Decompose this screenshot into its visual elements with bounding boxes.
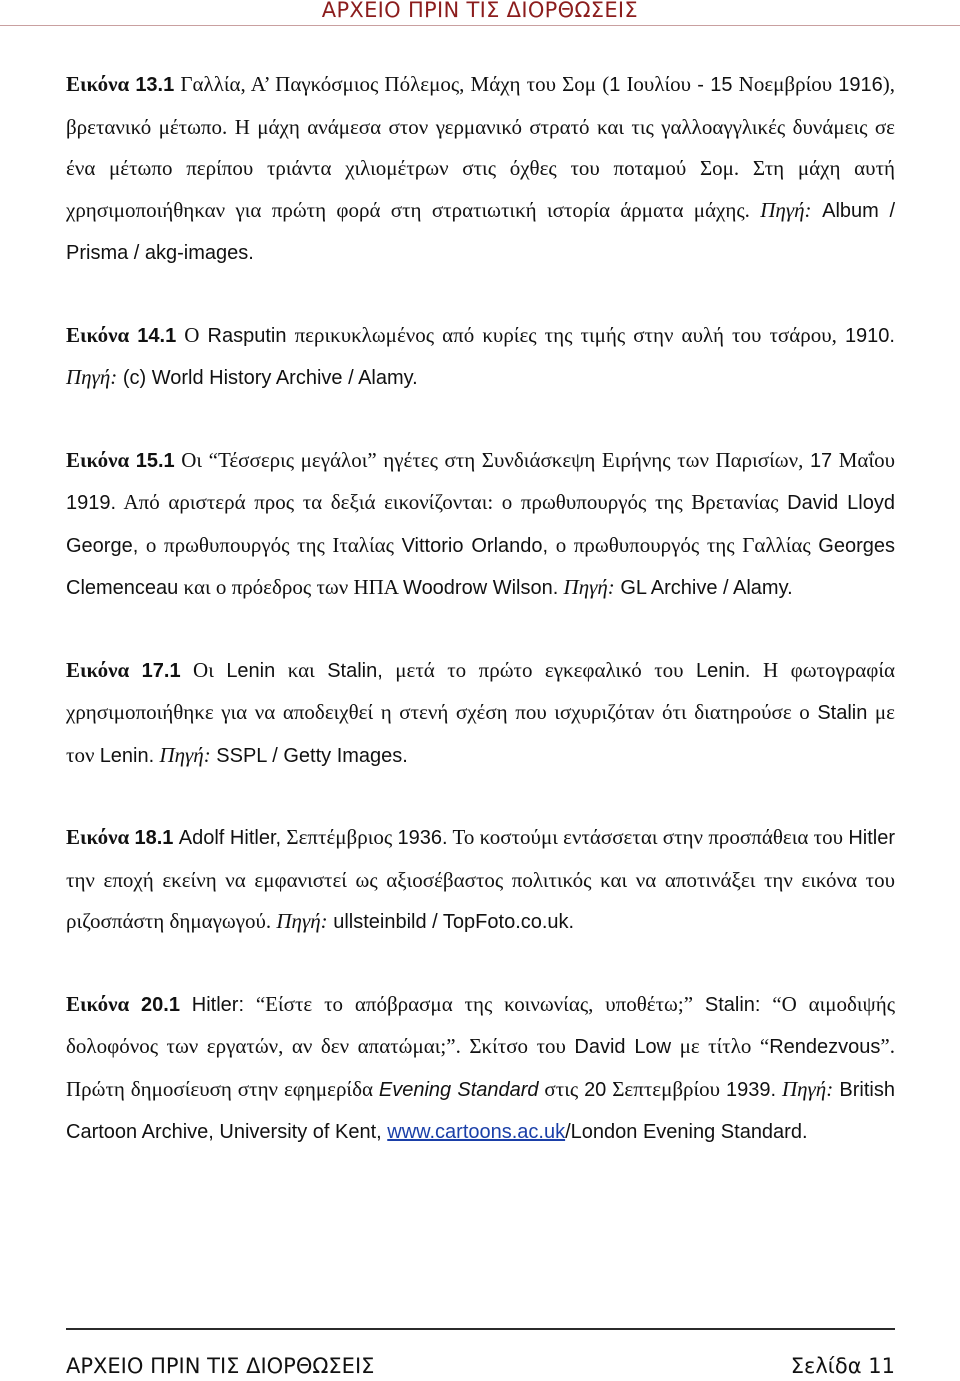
- caption-text: Lenin.: [99, 744, 155, 767]
- caption-text: ο πρωθυπουργός της Ιταλίας: [138, 532, 402, 557]
- caption-text: Ιουλίου: [620, 72, 698, 96]
- source-text: ullsteinbild / TopFoto.co.uk.: [327, 911, 575, 933]
- caption-text: Lenin.: [696, 659, 751, 682]
- caption-text: Νοεμβρίου: [732, 72, 839, 96]
- caption-text: και: [275, 657, 328, 682]
- caption-text: 1: [609, 74, 621, 96]
- caption-text: David Lloyd George,: [66, 492, 895, 557]
- caption-text: David Low: [574, 1036, 672, 1058]
- caption-text: Ο: [176, 322, 208, 347]
- caption-text: Σεπτέμβριος: [281, 825, 398, 849]
- caption-text: Evening Standard: [378, 1078, 539, 1101]
- caption-text: ), βρετανικό μέτωπο. Η μάχη ανάμεσα στον γερμανικό στρατό και τις γαλλοαγγλικές δυνάμεις σε ένα μέτωπο περίπου τριάντα χιλιομέτρων στις όχθες του ποταμού Σομ. Στη μάχη αυτή χρησιμοποιήθηκαν για πρώτη φορά στη στρατιωτική ιστορία άρματα μάχης.: [66, 72, 895, 222]
- caption-text: 1939.: [725, 1078, 777, 1101]
- source-link[interactable]: www.cartoons.ac.uk: [387, 1121, 566, 1143]
- caption-text: ο πρωθυπουργός της Γαλλίας: [548, 532, 819, 557]
- source-label: Πηγή:: [760, 197, 812, 222]
- caption-text: Σεπτεμβρίου: [606, 1076, 726, 1101]
- caption-number: 13.1: [135, 74, 175, 96]
- caption-label: Εικόνα: [66, 657, 142, 682]
- header-rule: [0, 25, 960, 26]
- caption-number: 18.1: [134, 827, 174, 849]
- source-label: Πηγή:: [776, 1076, 834, 1101]
- source-text: British Cartoon Archive, University of Kent,: [66, 1078, 895, 1143]
- caption-text: Οι: [180, 657, 227, 682]
- caption-text: 1910.: [844, 324, 895, 347]
- caption-text: 1936.: [397, 827, 448, 849]
- caption-text: περικυκλωμένος από κυρίες της τιμής στην αυλή του τσάρου,: [286, 322, 845, 347]
- caption-text: με τίτλο “: [671, 1034, 770, 1058]
- caption-label: Εικόνα: [66, 825, 135, 849]
- caption-text: 17: [809, 449, 833, 472]
- source-text: (c) World History Archive / Alamy.: [117, 367, 418, 389]
- caption-text: Stalin: [817, 702, 868, 724]
- source-label: Πηγή:: [154, 742, 211, 767]
- caption-text: Hitler: [848, 827, 895, 849]
- caption-text: Rendezvous: [769, 1036, 881, 1058]
- caption-text: την εποχή εκείνη να εμφανιστεί ως αξιοσέβαστος πολιτικός και να αποτινάξει την εικόνα του ριζοσπάστη δημαγωγού.: [66, 867, 895, 933]
- source-text: /London Evening Standard.: [565, 1121, 808, 1143]
- caption-text: και ο πρόεδρος των ΗΠΑ: [178, 575, 404, 599]
- caption-text: Rasputin: [207, 324, 287, 347]
- caption-text: Stalin,: [327, 659, 383, 682]
- source-label: Πηγή:: [558, 575, 615, 599]
- captions-list: [66, 64, 895, 1154]
- caption-text: 20: [584, 1078, 607, 1101]
- caption-text: Hitler:: [191, 993, 245, 1016]
- source-text: SSPL / Getty Images.: [210, 744, 408, 767]
- caption-text: Georges Clemenceau: [66, 534, 896, 599]
- caption-text: με τον: [66, 700, 896, 767]
- page-footer: [66, 1328, 895, 1378]
- caption-17-1: [66, 650, 895, 778]
- caption-text: Από αριστερά προς τα δεξιά εικονίζονται: ο πρωθυπουργός της Βρετανίας: [116, 490, 788, 514]
- caption-text: ”. Πρώτη δημοσίευση στην εφημερίδα: [66, 1034, 895, 1101]
- page-header: [0, 0, 960, 28]
- caption-18-1: [66, 817, 895, 944]
- caption-20-1: [66, 984, 895, 1154]
- header-title: ΑΡΧΕΙΟ ΠΡΙΝ ΤΙΣ ΔΙΟΡΘΩΣΕΙΣ: [321, 0, 638, 22]
- caption-text: 1916: [838, 74, 883, 96]
- caption-label: Εικόνα: [66, 322, 138, 347]
- caption-text: Woodrow Wilson.: [403, 577, 559, 599]
- caption-number: 15.1: [135, 449, 175, 472]
- caption-number: 20.1: [141, 993, 180, 1016]
- caption-text: στις: [538, 1076, 585, 1101]
- caption-label: Εικόνα: [66, 447, 136, 472]
- caption-text: Γαλλία, Α’ Παγκόσμιος Πόλεμος, Μάχη του Σομ (: [174, 72, 610, 96]
- caption-text: Μαΐου: [832, 447, 895, 472]
- caption-14-1: [66, 315, 895, 400]
- caption-label: Εικόνα: [66, 72, 136, 96]
- caption-text: Lenin: [226, 659, 276, 682]
- source-text: GL Archive / Alamy.: [614, 577, 793, 599]
- caption-text: [180, 992, 192, 1016]
- caption-text: 1919.: [66, 492, 117, 514]
- caption-text: Vittorio Orlando,: [401, 534, 549, 557]
- caption-13-1: [66, 64, 895, 275]
- source-text: Album / Prisma / akg-images.: [66, 199, 895, 264]
- source-label: Πηγή:: [66, 365, 118, 389]
- caption-text: Το κοστούμι εντάσσεται στην προσπάθεια του: [447, 825, 849, 849]
- caption-text: “Ο αιμοδιψής δολοφόνος των εργατών, αν δεν απατώμαι;”. Σκίτσο του: [66, 991, 896, 1058]
- caption-text: Η φωτογραφία χρησιμοποιήθηκε για να αποδειχθεί η στενή σχέση που ισχυριζόταν ότι διατηρούσε ο: [66, 657, 895, 724]
- footer-title: ΑΡΧΕΙΟ ΠΡΙΝ ΤΙΣ ΔΙΟΡΘΩΣΕΙΣ: [66, 1354, 375, 1378]
- caption-text: - 15: [697, 74, 733, 96]
- caption-text: “Είστε το απόβρασμα της κοινωνίας, υποθέτω;”: [244, 991, 705, 1016]
- caption-label: Εικόνα: [66, 991, 142, 1016]
- source-label: Πηγή:: [276, 909, 328, 933]
- caption-15-1: [66, 440, 895, 610]
- caption-text: μετά το πρώτο εγκεφαλικό του: [382, 657, 696, 682]
- caption-text: Stalin:: [704, 993, 761, 1016]
- page-number: Σελίδα 11: [790, 1354, 895, 1378]
- caption-text: Οι “Τέσσερις μεγάλοι” ηγέτες στη Συνδιάσκεψη Ειρήνης των Παρισίων,: [174, 447, 810, 472]
- caption-text: Adolf Hitler,: [178, 827, 282, 849]
- caption-number: 14.1: [137, 324, 177, 347]
- caption-number: 17.1: [141, 659, 181, 682]
